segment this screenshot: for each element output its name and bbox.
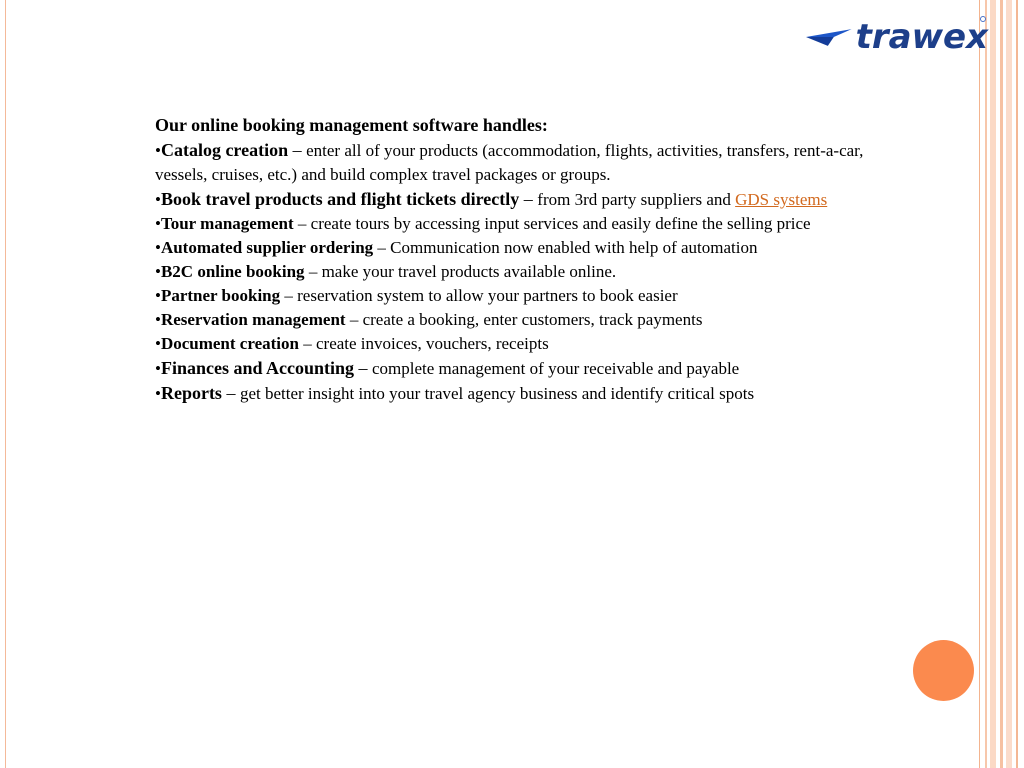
bullet-term: Tour management [160,214,294,233]
decorative-orange-circle [913,640,974,701]
stripe [990,0,996,768]
bullet-term: Reports [160,383,222,403]
bullet-reservation-management: •Reservation management – create a booking, enter customers, track payments [155,310,703,329]
bullet-desc: create tours by accessing input services and easily define the selling price [310,214,811,233]
bullet-catalog-creation: •Catalog creation – enter all of your products (accommodation, flights, activities, transfers, rent-a-car, vessels, cruises, etc.) and build complex travel packages or groups. [155,140,864,184]
bullet-document-creation: •Document creation – create invoices, vouchers, receipts [155,334,549,353]
bullet-tour-management: •Tour management – create tours by accessing input services and easily define the selling price [155,214,811,233]
slide-heading: Our online booking management software handles: [155,115,548,135]
right-decorative-stripes [974,0,1024,768]
stripe [979,0,980,768]
stripe [1006,0,1012,768]
bullet-term: Automated supplier ordering [160,238,374,257]
logo-text: trawex [855,17,988,57]
bullet-term: Catalog creation [160,140,289,160]
stripe [1016,0,1018,768]
bullet-desc: create invoices, vouchers, receipts [315,334,549,353]
bullet-desc: make your travel products available online. [321,262,617,281]
bullet-book-travel: •Book travel products and flight tickets directly – from 3rd party suppliers and GDS systems [155,189,828,209]
bullet-desc: from 3rd party suppliers and [537,190,736,209]
bullet-b2c-booking: •B2C online booking – make your travel products available online. [155,262,617,281]
bullet-term: Book travel products and flight tickets directly [160,189,520,209]
bullet-desc: get better insight into your travel agency business and identify critical spots [239,384,755,403]
stripe [1000,0,1003,768]
bullet-term: Partner booking [160,286,281,305]
bullet-desc: create a booking, enter customers, track payments [362,310,703,329]
trawex-logo [806,14,988,60]
bullet-reports: •Reports – get better insight into your travel agency business and identify critical spots [155,383,755,403]
bullet-partner-booking: •Partner booking – reservation system to allow your partners to book easier [155,286,678,305]
bullet-automated-supplier: •Automated supplier ordering – Communication now enabled with help of automation [155,238,758,257]
bullet-finances-accounting: •Finances and Accounting – complete management of your receivable and payable [155,358,740,378]
gds-systems-link[interactable]: GDS systems [735,190,828,209]
slide-content [155,113,895,406]
bullet-desc: enter all of your products (accommodation, flights, activities, transfers, rent-a-car, vessels, cruises, etc.) and build complex travel packages or groups. [155,141,864,184]
bullet-term: B2C online booking [160,262,305,281]
bullet-term: Reservation management [160,310,346,329]
bullet-desc: reservation system to allow your partners to book easier [297,286,678,305]
bullet-desc: Communication now enabled with help of automation [390,238,758,257]
bullet-desc: complete management of your receivable and payable [372,359,740,378]
left-border-line [5,0,6,768]
logo-registered-mark [980,16,986,22]
plane-arrow-icon [806,26,854,48]
bullet-term: Document creation [160,334,299,353]
stripe [985,0,987,768]
bullet-term: Finances and Accounting [160,358,354,378]
